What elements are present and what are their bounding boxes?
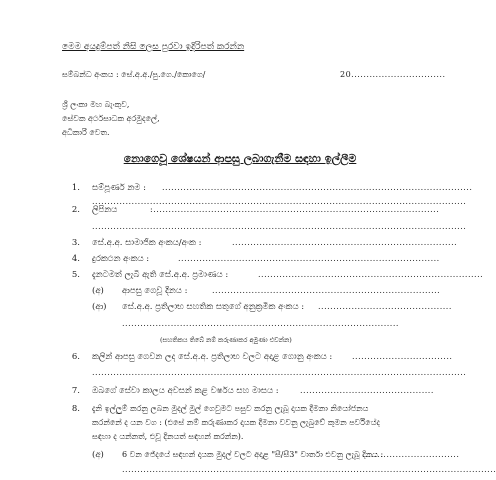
address-label: ලිපිනය xyxy=(92,205,118,215)
item-number: 4. xyxy=(71,254,80,264)
contributions-question-line-1: දැනි ඉල්ලුම් කරනු ලබන මුදල් මුල් ගෙවුමට පසුව කරනු ලැබූ දායක දීමනා නියෝජනය xyxy=(92,404,369,413)
item-number: 3. xyxy=(71,238,80,248)
address-field-continued[interactable]: ........................................................................................................................... xyxy=(92,222,467,231)
refund-date-field[interactable]: ........................................................................... xyxy=(212,286,441,295)
previous-file-number-field[interactable]: ................................. xyxy=(352,352,453,361)
item-number: 5. xyxy=(71,270,80,280)
certificate-serial-field[interactable]: ............................................ xyxy=(318,302,452,311)
c3-report-date-label: 6 වන ජේදයේ සඳහන් දායක මුදල් වලට අදාළ "සී/සී3" වාර්තා එවනු ලැබූ දිනය : xyxy=(122,450,384,459)
contributions-question-line-2: කරන්නේ ද යන වග : (එසේ නම් කරුණාකර දායක දීමනා වවනු ලැබුවේ කුමන පර්වියේද xyxy=(92,418,380,427)
address-line-3: අධිකාරි වෙත. xyxy=(62,128,110,137)
item-number: 1. xyxy=(71,183,80,193)
contributions-question-line-3: සඳහා ද යන්නත්, එවූ දිනයත් සඳහන් කරන්න). xyxy=(92,432,244,441)
refund-date-label: ආපසු ගෙවූ දිනය : xyxy=(122,286,188,296)
certificate-attach-note: (සහතිකය තිබේ නම් කරුණාකර අමුණා එවන්න) xyxy=(160,336,292,344)
reference-number-label: සම්බන්ධ අංකය : සේ.අ.අ./පු.ගෙ./කොගෙ/ xyxy=(62,70,206,79)
epf-member-number-label: සේ.අ.අ. සාමාජික අංකය/අංක : xyxy=(92,238,202,248)
certificate-serial-field-continued[interactable]: ........................................................................................... xyxy=(122,319,399,328)
form-title: නොගෙවූ ශේෂයන් ආපසු ලබාගැනීම සඳහා ඉල්ලීම xyxy=(123,152,357,165)
form-instruction: මෙම අයදුම්පත් නිසි ලෙස පුරවා ඉදිරිපත් කරන්න xyxy=(62,42,245,52)
phone-number-field[interactable]: ...................................................................................... xyxy=(178,254,440,263)
full-name-field[interactable]: ...................................................................................................... xyxy=(162,183,473,192)
service-end-date-label: ඔබගේ සේවා කාලය අවසන් කළ වර්ෂය සහ මාසය : xyxy=(92,386,279,396)
previous-file-number-label: කලින් ආපසු ගෙවන ලද සේ.අ.අ. ප්‍රතිලාභ වලට අදාළ ගොනු අංකය : xyxy=(92,352,333,362)
certificate-serial-label: සේ.අ.අ. ප්‍රතිලාභ සහතික සතුගේ අනුක්‍රමික අංකය : xyxy=(122,302,305,312)
epf-amount-received-field[interactable]: .......................................................................... xyxy=(258,270,484,279)
item-number: 6. xyxy=(71,352,80,362)
item-number: 8. xyxy=(71,404,80,414)
address-line-2: සේවක අර්ථසාධක අරමුදලේ, xyxy=(62,114,160,123)
epf-amount-received-label: දැනටමත් ලැබී ඇති සේ.අ.අ. ප්‍රමාණය : xyxy=(92,270,229,280)
epf-member-number-field[interactable]: .......................................................................... xyxy=(232,238,458,247)
previous-file-number-field-continued[interactable]: ........................................................................................................................... xyxy=(92,368,467,377)
sub-item-letter: (ආ) xyxy=(92,302,107,312)
sub-item-letter: (අ) xyxy=(92,286,104,296)
address-line-1: ශ්‍රී ලංකා මහ බැංකුව, xyxy=(62,100,130,109)
date-field[interactable]: 20............................... xyxy=(340,70,446,79)
c3-report-date-field-continued[interactable]: ........................................................................................................................... xyxy=(122,465,496,474)
phone-number-label: දුරකථන අංකය : xyxy=(92,254,150,264)
service-end-date-field[interactable]: ............................................ xyxy=(300,386,434,395)
sub-item-letter: (අ) xyxy=(92,450,104,460)
address-field[interactable]: :.............................................................................................. xyxy=(150,205,440,214)
c3-report-date-field[interactable]: ................................ xyxy=(362,450,460,459)
full-name-label: සම්පූර්ණ නම : xyxy=(92,183,146,193)
item-number: 7. xyxy=(71,386,80,396)
item-number: 2. xyxy=(71,205,80,215)
full-name-field-continued[interactable]: ........................................................................................................................... xyxy=(92,197,467,206)
